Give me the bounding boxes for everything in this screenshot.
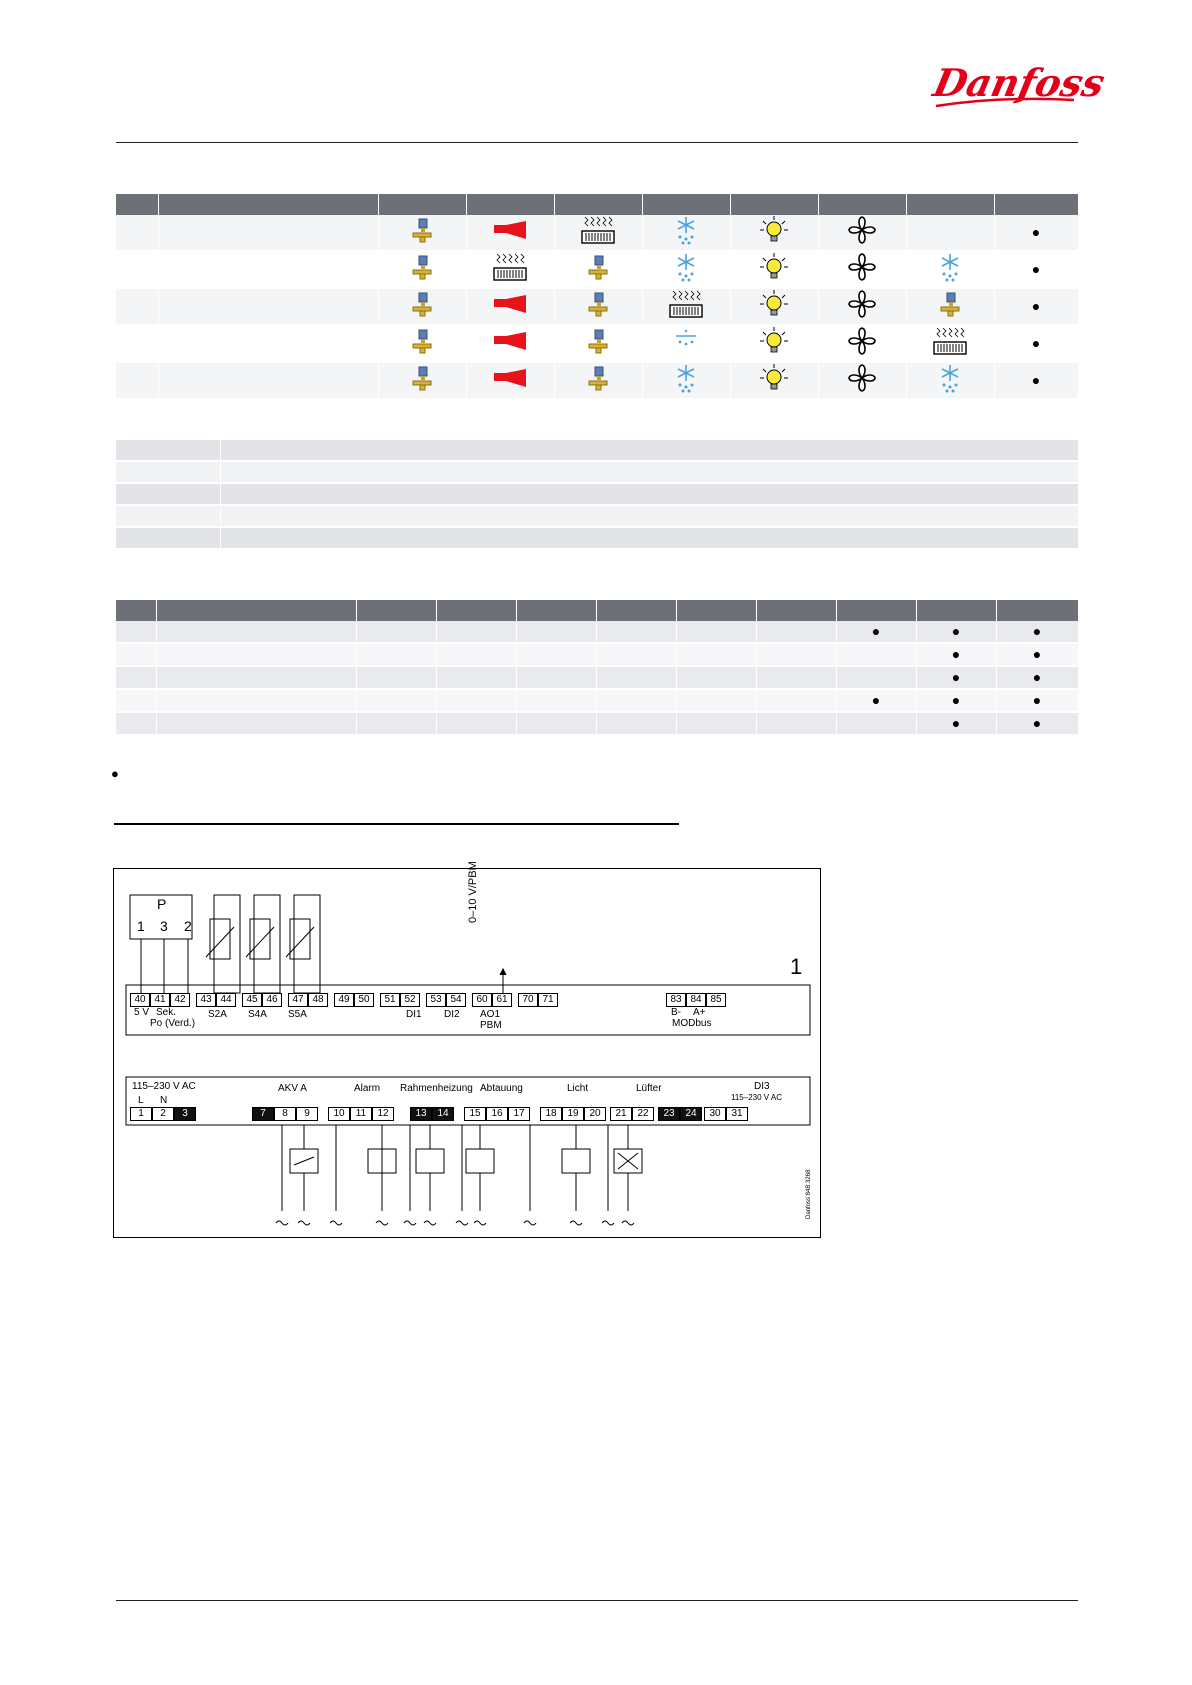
table-header [116, 194, 1078, 215]
label-s2a: S2A [208, 1009, 227, 1020]
table-cell [994, 325, 1078, 362]
table-cell [466, 251, 554, 288]
table-cell [994, 215, 1078, 251]
table-cell [466, 288, 554, 325]
table-cell [818, 362, 906, 399]
table-cell [378, 251, 466, 288]
table-cell [906, 362, 994, 399]
table-cell [996, 712, 1078, 735]
side-code: Danfoss 84B 3268 [806, 1169, 812, 1219]
terminal-51: 51 [380, 993, 400, 1007]
table-cell [996, 689, 1078, 712]
table-cell [916, 643, 996, 666]
table-cell [836, 643, 916, 666]
table-cell [916, 712, 996, 735]
p-pin-3: 3 [160, 918, 168, 934]
terminal-60: 60 [472, 993, 492, 1007]
valve-icon [411, 217, 433, 248]
table-header [116, 600, 1078, 621]
fan-icon [847, 326, 877, 361]
table-cell [436, 621, 516, 643]
valve-icon [411, 365, 433, 396]
table-cell [436, 666, 516, 689]
table-cell [996, 666, 1078, 689]
terminal-10: 10 [328, 1107, 350, 1121]
label-di1: DI1 [406, 1009, 422, 1020]
terminal-42: 42 [170, 993, 190, 1007]
fan-icon [847, 215, 877, 250]
label-ao1: AO1 [480, 1009, 501, 1020]
wiring-diagram-graphics [114, 869, 820, 1237]
bullet-dot: ● [1031, 223, 1041, 240]
terminal-19: 19 [562, 1107, 584, 1121]
label-licht: Licht [567, 1083, 589, 1094]
table-cell [836, 689, 916, 712]
table-row [116, 461, 1078, 483]
bullet-dot: ● [1032, 645, 1042, 662]
terminal-24: 24 [680, 1107, 702, 1121]
defrost-icon [672, 252, 700, 287]
table-cell [554, 362, 642, 399]
table-cell [116, 621, 156, 643]
table-cell [642, 362, 730, 399]
description-table [116, 440, 1079, 550]
table-cell [596, 666, 676, 689]
table-cell [156, 712, 356, 735]
label-l: L [138, 1095, 144, 1106]
bullet-dot: ● [1032, 691, 1042, 708]
terminal-46: 46 [262, 993, 282, 1007]
p-pin-1: 1 [137, 918, 145, 934]
table-cell [642, 251, 730, 288]
table-cell [156, 689, 356, 712]
terminal-15: 15 [464, 1107, 486, 1121]
table-row [116, 505, 1078, 527]
table-row [116, 666, 1078, 689]
table-cell [676, 666, 756, 689]
valve-icon [411, 291, 433, 322]
terminal-7: 7 [252, 1107, 274, 1121]
table-cell [836, 712, 916, 735]
bullet-dot: ● [951, 668, 961, 685]
light-icon [759, 252, 789, 287]
terminal-3: 3 [174, 1107, 196, 1121]
heater-icon [932, 326, 968, 361]
table-cell [730, 251, 818, 288]
table-cell [994, 288, 1078, 325]
valve-icon [587, 365, 609, 396]
table-cell [642, 215, 730, 251]
table-cell [116, 643, 156, 666]
table-cell [516, 689, 596, 712]
function-table-icons [116, 194, 1079, 400]
table-cell [730, 362, 818, 399]
table-cell [378, 288, 466, 325]
label-a: A+ [693, 1007, 706, 1018]
bullet-dot: ● [951, 622, 961, 639]
light-icon [759, 363, 789, 398]
table-row [116, 483, 1078, 505]
table-cell [642, 325, 730, 362]
section-underline [114, 823, 679, 825]
terminal-12: 12 [372, 1107, 394, 1121]
table-cell [676, 643, 756, 666]
bullet-dot: ● [1031, 297, 1041, 314]
valve-icon [587, 254, 609, 285]
label-pbm: PBM [480, 1020, 502, 1031]
label-b: B- [671, 1007, 681, 1018]
bullet-dot: ● [951, 691, 961, 708]
bullet-dot: ● [1031, 260, 1041, 277]
label-s5a: S5A [288, 1009, 307, 1020]
defrost-icon [672, 215, 700, 250]
label-5v: 5 V [134, 1007, 150, 1018]
table-cell [116, 689, 156, 712]
table-cell [676, 689, 756, 712]
fan-icon [847, 363, 877, 398]
terminal-9: 9 [296, 1107, 318, 1121]
table-cell [756, 689, 836, 712]
table-row [116, 325, 1078, 362]
horn-icon [492, 219, 528, 246]
table-cell [378, 325, 466, 362]
model-options-table [116, 600, 1079, 736]
table-cell [356, 643, 436, 666]
table-cell [906, 251, 994, 288]
table-cell [818, 215, 906, 251]
terminal-85: 85 [706, 993, 726, 1007]
terminal-61: 61 [492, 993, 512, 1007]
terminal-70: 70 [518, 993, 538, 1007]
table-row [116, 362, 1078, 399]
table-cell [156, 621, 356, 643]
table-cell [116, 288, 158, 325]
label-di2: DI2 [444, 1009, 460, 1020]
table-cell [836, 666, 916, 689]
bullet-dot: ● [1031, 334, 1041, 351]
terminal-21: 21 [610, 1107, 632, 1121]
table-cell [554, 288, 642, 325]
valve-icon [939, 291, 961, 322]
terminal-40: 40 [130, 993, 150, 1007]
table-cell [996, 621, 1078, 643]
table-cell [596, 621, 676, 643]
table-cell [554, 215, 642, 251]
fan-icon [847, 252, 877, 287]
terminal-84: 84 [686, 993, 706, 1007]
table-cell [466, 215, 554, 251]
table-cell [730, 325, 818, 362]
terminal-53: 53 [426, 993, 446, 1007]
table-cell [116, 362, 158, 399]
drip-icon [672, 328, 700, 359]
table-cell [906, 215, 994, 251]
pbm-vertical-label: 0–10 V/PBM [467, 861, 479, 923]
table-cell [158, 325, 378, 362]
terminal-49: 49 [334, 993, 354, 1007]
pressure-sensor-label: P [157, 896, 167, 912]
bullet-dot: ● [951, 645, 961, 662]
table-cell [436, 643, 516, 666]
terminal-31: 31 [726, 1107, 748, 1121]
table-cell [516, 666, 596, 689]
table-cell [116, 712, 156, 735]
bullet-dot: ● [1032, 714, 1042, 731]
table-cell [916, 689, 996, 712]
fan-icon [847, 289, 877, 324]
table-cell [554, 251, 642, 288]
terminal-71: 71 [538, 993, 558, 1007]
table-cell [378, 215, 466, 251]
table-cell [436, 689, 516, 712]
table-cell [730, 288, 818, 325]
table-cell [916, 666, 996, 689]
table-cell [676, 621, 756, 643]
terminal-43: 43 [196, 993, 216, 1007]
terminal-41: 41 [150, 993, 170, 1007]
label-n: N [160, 1095, 168, 1106]
label-rahmenheizung: Rahmenheizung [400, 1083, 473, 1094]
table-row [116, 643, 1078, 666]
terminal-20: 20 [584, 1107, 606, 1121]
label-po: Po (Verd.) [150, 1018, 196, 1029]
terminal-83: 83 [666, 993, 686, 1007]
wiring-diagram [113, 861, 821, 1238]
heater-icon [668, 289, 704, 324]
terminal-2: 2 [152, 1107, 174, 1121]
table-cell [516, 621, 596, 643]
table-cell [996, 643, 1078, 666]
table-cell [156, 666, 356, 689]
table-cell [116, 251, 158, 288]
table-cell [906, 325, 994, 362]
table-cell [596, 712, 676, 735]
table-cell [356, 621, 436, 643]
table-cell [116, 325, 158, 362]
table-cell [994, 362, 1078, 399]
valve-icon [411, 254, 433, 285]
horn-icon [492, 330, 528, 357]
table-cell [818, 288, 906, 325]
table-cell [642, 288, 730, 325]
table-cell [516, 643, 596, 666]
table-cell [158, 251, 378, 288]
bullet-dot: ● [1032, 668, 1042, 685]
footnote-bullet: ● [111, 766, 119, 781]
table-cell [554, 325, 642, 362]
defrost-icon [672, 363, 700, 398]
bullet-dot: ● [871, 622, 881, 639]
table-cell [916, 621, 996, 643]
table-cell [756, 643, 836, 666]
terminal-52: 52 [400, 993, 420, 1007]
horn-icon [492, 367, 528, 394]
label-di3: DI3 [754, 1081, 770, 1092]
table-cell [756, 666, 836, 689]
table-cell [994, 251, 1078, 288]
table-row [116, 621, 1078, 643]
table-cell [158, 362, 378, 399]
danfoss-logo [929, 56, 1109, 114]
diagram-number: 1 [790, 954, 803, 979]
light-icon [759, 215, 789, 250]
label-alarm: Alarm [354, 1083, 381, 1094]
valve-icon [587, 291, 609, 322]
label-s4a: S4A [248, 1009, 267, 1020]
label-sek: Sek. [156, 1007, 177, 1018]
table-cell [596, 689, 676, 712]
bullet-dot: ● [1031, 371, 1041, 388]
horn-icon [492, 293, 528, 320]
terminal-54: 54 [446, 993, 466, 1007]
label-supply: 115–230 V AC [132, 1081, 196, 1092]
terminal-1: 1 [130, 1107, 152, 1121]
label-abtauung: Abtauung [480, 1083, 523, 1094]
terminal-18: 18 [540, 1107, 562, 1121]
terminal-47: 47 [288, 993, 308, 1007]
table-row [116, 527, 1078, 549]
terminal-23: 23 [658, 1107, 680, 1121]
table-cell [466, 362, 554, 399]
table-cell [466, 325, 554, 362]
terminal-45: 45 [242, 993, 262, 1007]
light-icon [759, 326, 789, 361]
defrost-icon [936, 252, 964, 287]
valve-icon [411, 328, 433, 359]
table-cell [756, 621, 836, 643]
heater-icon [492, 252, 528, 287]
table-cell [906, 288, 994, 325]
table-cell [676, 712, 756, 735]
terminal-17: 17 [508, 1107, 530, 1121]
table-row [116, 689, 1078, 712]
table-cell [436, 712, 516, 735]
table-cell [356, 689, 436, 712]
terminal-13: 13 [410, 1107, 432, 1121]
table-cell [818, 251, 906, 288]
terminal-8: 8 [274, 1107, 296, 1121]
label-luefter: Lüfter [636, 1083, 662, 1094]
table-cell [158, 288, 378, 325]
table-cell [378, 362, 466, 399]
terminal-11: 11 [350, 1107, 372, 1121]
table-row [116, 288, 1078, 325]
table-row [116, 440, 1078, 461]
table-cell [158, 215, 378, 251]
table-cell [836, 621, 916, 643]
label-modbus: MODbus [672, 1018, 712, 1029]
terminal-30: 30 [704, 1107, 726, 1121]
footer-rule [116, 1600, 1078, 1601]
table-cell [818, 325, 906, 362]
terminal-16: 16 [486, 1107, 508, 1121]
heater-icon [580, 215, 616, 250]
bullet-dot: ● [951, 714, 961, 731]
p-pin-2: 2 [184, 918, 192, 934]
table-cell [116, 666, 156, 689]
table-row [116, 251, 1078, 288]
terminal-22: 22 [632, 1107, 654, 1121]
terminal-44: 44 [216, 993, 236, 1007]
light-icon [759, 289, 789, 324]
table-cell [356, 666, 436, 689]
bullet-dot: ● [871, 691, 881, 708]
terminal-50: 50 [354, 993, 374, 1007]
table-row [116, 712, 1078, 735]
table-cell [156, 643, 356, 666]
table-cell [516, 712, 596, 735]
table-cell [596, 643, 676, 666]
bullet-dot: ● [1032, 622, 1042, 639]
terminal-48: 48 [308, 993, 328, 1007]
table-row [116, 215, 1078, 251]
table-cell [356, 712, 436, 735]
svg-text:Danfoss: Danfoss [929, 61, 1109, 106]
table-cell [730, 215, 818, 251]
valve-icon [587, 328, 609, 359]
label-akv: AKV A [278, 1083, 307, 1094]
header-rule [116, 142, 1078, 143]
table-cell [756, 712, 836, 735]
defrost-icon [936, 363, 964, 398]
label-di3-supply: 115–230 V AC [731, 1093, 783, 1102]
terminal-14: 14 [432, 1107, 454, 1121]
table-cell [116, 215, 158, 251]
